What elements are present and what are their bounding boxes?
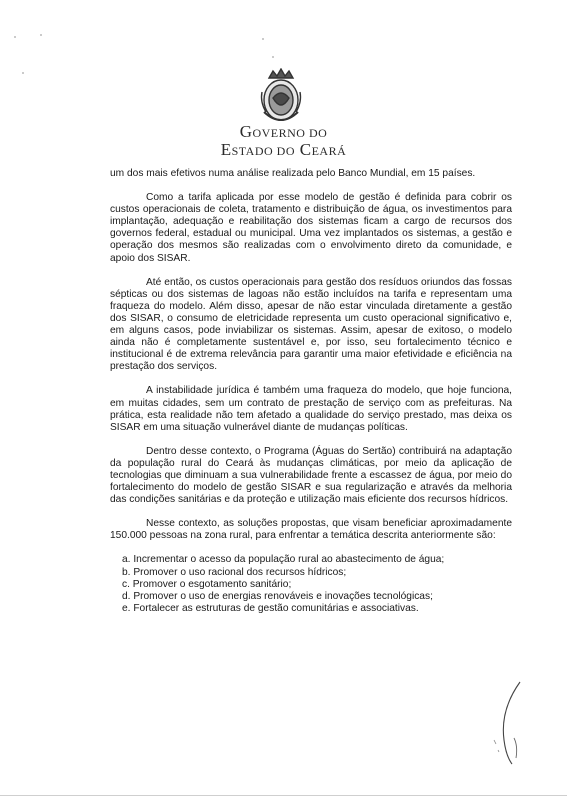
list-item: b. Promover o uso racional dos recursos hídricos; <box>122 566 347 578</box>
document-body <box>110 168 512 615</box>
header-text: DO <box>308 126 328 140</box>
header-text: EARÁ <box>311 144 347 158</box>
handwritten-rubric <box>490 680 530 770</box>
scan-speck <box>14 36 16 38</box>
header-text: E <box>220 140 232 159</box>
scan-speck <box>262 38 264 40</box>
state-header <box>0 140 567 160</box>
list-item: d. Promover o uso de energias renováveis e inovações tecnológicas; <box>122 590 433 602</box>
scan-speck <box>22 72 24 74</box>
footer-rule <box>0 795 567 796</box>
state-coat-of-arms-icon <box>258 68 304 126</box>
list-item: a. Incrementar o acesso da população rural ao abastecimento de água; <box>122 554 445 566</box>
scan-speck <box>40 34 42 36</box>
paragraph: Até então, os custos operacionais para gestão dos resíduos oriundos das fossas sépticas ou dos sistemas de lagoas não estão incluídos na tarifa e representam uma fraqueza do modelo. Além disso, apesar de não estar vinculada diretamente a gestão dos SISAR, o consumo de eletricidade representa um custo operacional significativo e, em alguns casos, pode inviabilizar os sistemas. Assim, apesar de exitoso, o modelo ainda não é completamente sustentável e, por isso, seu fortalecimento técnico e institucional é de extrema relevância para garantir uma maior efetividade e eficiência na prestação dos serviços. <box>110 276 512 373</box>
paragraph: Nesse contexto, as soluções propostas, que visam beneficiar aproximadamente 150.000 pessoas na zona rural, para enfrentar a temática descrita anteriormente são: <box>110 518 512 542</box>
government-header <box>0 122 567 142</box>
scan-speck <box>272 56 274 58</box>
paragraph: Como a tarifa aplicada por esse modelo de gestão é definida para cobrir os custos operacionais de coleta, tratamento e distribuição de água, os investimentos para implantação, adequação e reabilitação dos sistemas ficam a cargo de recursos dos governos federal, estadual ou municipal. Uma vez implantados os sistemas, a gestão e operação dos mesmos são realizadas com o envolvimento direto da comunidade, e apoio dos SISAR. <box>110 192 512 264</box>
header-text: OVERNO <box>252 126 309 140</box>
header-text: C <box>295 140 312 159</box>
paragraph: A instabilidade jurídica é também uma fraqueza do modelo, que hoje funciona, em muitas cidades, sem um contrato de prestação de serviço com as prefeituras. Na prática, esta realidade não tem afetado a qualidade do serviço prestado, mas deixa os SISAR em uma situação vulnerável diante de mudanças políticas. <box>110 385 512 433</box>
header-text: STADO <box>231 144 277 158</box>
list-item: e. Fortalecer as estruturas de gestão comunitárias e associativas. <box>122 602 419 614</box>
paragraph: um dos mais efetivos numa análise realizada pelo Banco Mundial, em 15 países. <box>110 168 476 179</box>
list-item: c. Promover o esgotamento sanitário; <box>122 578 292 590</box>
paragraph: Dentro desse contexto, o Programa (Águas do Sertão) contribuirá na adaptação da população rural do Ceará às mudanças climáticas, por meio da aplicação de tecnologias que diminuam a sua vulnerabilidade frente a escassez de água, por meio do fortalecimento do modelo de gestão SISAR e sua regularização e através da melhoria das condições sanitárias e da proteção e utilização mais eficiente dos recursos hídricos. <box>110 445 512 506</box>
header-text: DO <box>276 144 295 158</box>
proposed-solutions-list <box>110 554 512 614</box>
header-text: G <box>239 122 253 141</box>
